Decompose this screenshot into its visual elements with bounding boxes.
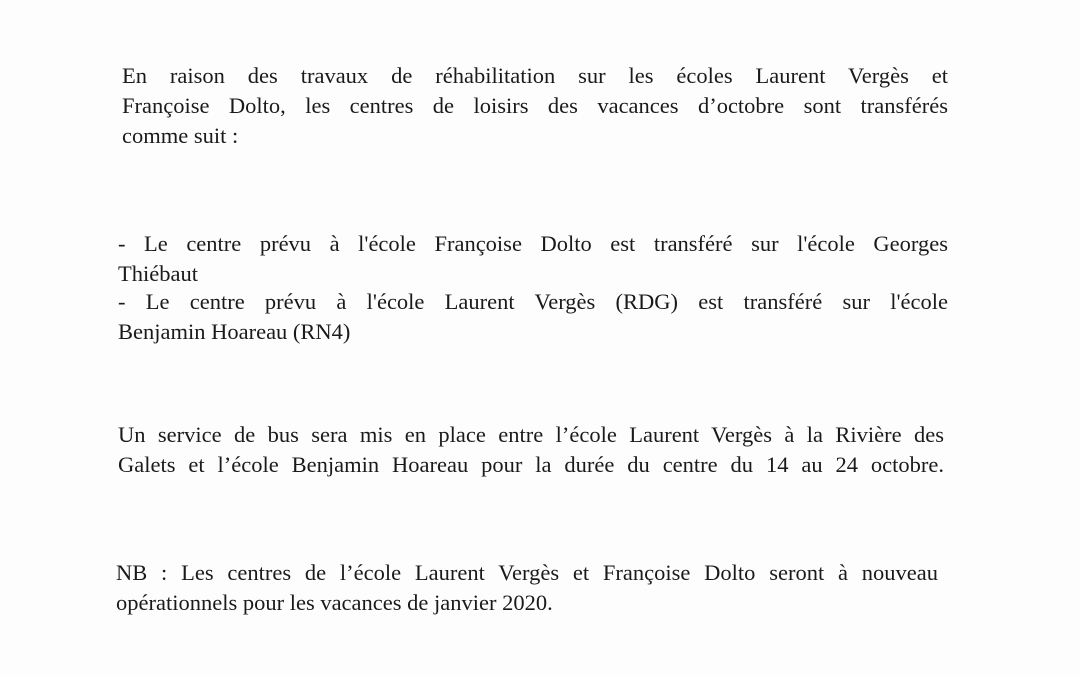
intro-line-2: Françoise Dolto, les centres de loisirs des vacances d’octobre sont transférés	[122, 93, 948, 118]
transfer-item-line-2: Benjamin Hoareau (RN4)	[118, 319, 351, 344]
nb-line-1: NB : Les centres de l’école Laurent Vergès et Françoise Dolto seront à nouveau	[116, 560, 938, 585]
bus-line-1: Un service de bus sera mis en place entre l’école Laurent Vergès à la Rivière des	[118, 422, 944, 447]
transfer-item-verges	[118, 287, 948, 347]
intro-line-1: En raison des travaux de réhabilitation sur les écoles Laurent Vergès et	[122, 63, 948, 88]
transfer-item-dolto	[118, 229, 948, 289]
bus-line-2: Galets et l’école Benjamin Hoareau pour la durée du centre du 14 au 24 octobre.	[118, 452, 944, 477]
transfer-item-line-2: Thiébaut	[118, 261, 198, 286]
intro-paragraph	[122, 61, 948, 151]
transfer-item-line-1: - Le centre prévu à l'école Laurent Vergès (RDG) est transféré sur l'école	[118, 289, 948, 314]
intro-line-3: comme suit :	[122, 123, 239, 148]
nb-line-2: opérationnels pour les vacances de janvier 2020.	[116, 590, 553, 615]
transfer-item-line-1: - Le centre prévu à l'école Françoise Dolto est transféré sur l'école Georges	[118, 231, 948, 256]
nota-bene-paragraph	[116, 558, 938, 618]
bus-service-paragraph	[118, 420, 944, 480]
